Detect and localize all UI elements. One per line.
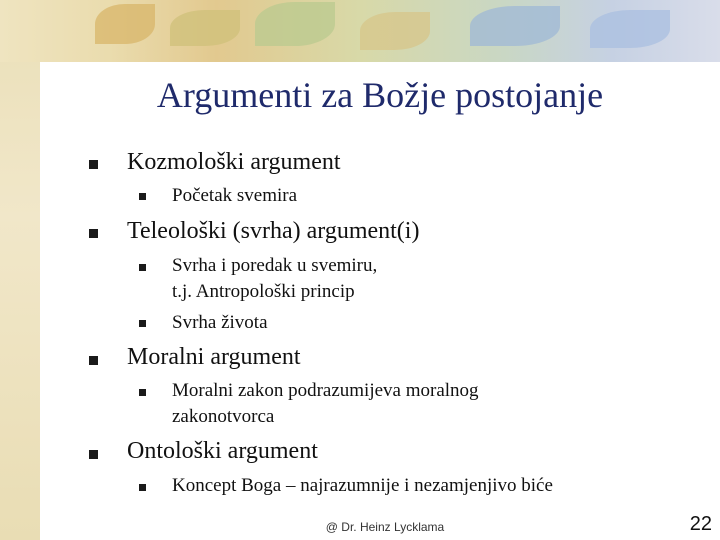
bullet-item-teleoloski: Teleološki (svrha) argument(i)	[127, 218, 420, 244]
sub-bullet-icon	[139, 264, 146, 271]
sub-bullet-item: Svrha života	[172, 312, 268, 333]
sub-bullet-icon	[139, 389, 146, 396]
bullet-icon	[89, 356, 98, 365]
sub-bullet-item: Moralni zakon podrazumijeva moralnog	[172, 380, 479, 401]
leaf-decoration	[590, 10, 670, 48]
bullet-item-moralni: Moralni argument	[127, 344, 301, 370]
bullet-item-ontoloski: Ontološki argument	[127, 438, 318, 464]
sub-bullet-item: Početak svemira	[172, 185, 298, 206]
bullet-icon	[89, 450, 98, 459]
bullet-icon	[89, 229, 98, 238]
leaf-decoration	[95, 4, 155, 44]
bullet-item-kozmoloski: Kozmološki argument	[127, 149, 341, 175]
sub-bullet-item: Svrha i poredak u svemiru,	[172, 255, 378, 276]
slide-content-panel	[40, 62, 720, 540]
sub-bullet-icon	[139, 193, 146, 200]
sub-bullet-item-continuation: zakonotvorca	[172, 406, 275, 427]
sub-bullet-icon	[139, 320, 146, 327]
sub-bullet-item-continuation: t.j. Antropološki princip	[172, 281, 355, 302]
page-number: 22	[689, 513, 712, 535]
sub-bullet-item: Koncept Boga – najrazumnije i nezamjenjivo biće	[172, 475, 553, 496]
decorative-header-banner	[0, 0, 720, 62]
leaf-decoration	[255, 2, 335, 46]
leaf-decoration	[170, 10, 240, 46]
leaf-decoration	[470, 6, 560, 46]
footer-author: @ Dr. Heinz Lycklama	[325, 520, 445, 534]
leaf-decoration	[360, 12, 430, 50]
slide-title: Argumenti za Božje postojanje	[156, 75, 604, 115]
bullet-icon	[89, 160, 98, 169]
background-left-strip	[0, 0, 40, 540]
sub-bullet-icon	[139, 484, 146, 491]
